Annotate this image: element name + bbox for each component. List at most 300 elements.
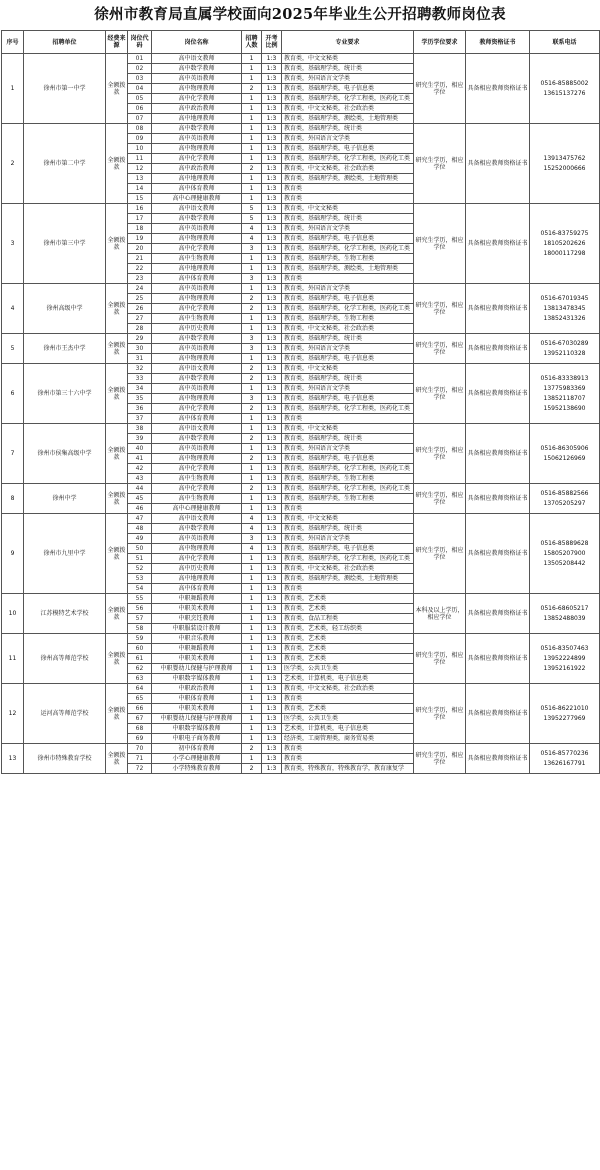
post-code: 15 xyxy=(128,194,152,204)
major-requirement: 教育类，基础理学类，化学工程类，医药化工类 xyxy=(282,94,414,104)
exam-ratio: 1:3 xyxy=(262,714,282,724)
major-requirement: 医学类，公共卫生类 xyxy=(282,664,414,674)
exam-ratio: 1:3 xyxy=(262,94,282,104)
exam-ratio: 1:3 xyxy=(262,524,282,534)
major-requirement: 教育类 xyxy=(282,584,414,594)
major-requirement: 教育类，外国语言文学类 xyxy=(282,384,414,394)
post-name: 高中物理教师 xyxy=(152,354,242,364)
post-code: 50 xyxy=(128,544,152,554)
post-name: 高中数学教师 xyxy=(152,214,242,224)
headcount: 2 xyxy=(242,454,262,464)
post-name: 高中体育教师 xyxy=(152,414,242,424)
exam-ratio: 1:3 xyxy=(262,334,282,344)
major-requirement: 教育类，基础理学类，化学工程类，医药化工类 xyxy=(282,404,414,414)
post-code: 18 xyxy=(128,224,152,234)
post-name: 高中生物教师 xyxy=(152,314,242,324)
major-requirement: 教育类，基础理学类，统计类 xyxy=(282,524,414,534)
exam-ratio: 1:3 xyxy=(262,174,282,184)
major-requirement: 教育类，基础理学类，测绘类，土地管理类 xyxy=(282,574,414,584)
post-code: 09 xyxy=(128,134,152,144)
post-name: 中职婴幼儿保健与护理教师 xyxy=(152,714,242,724)
post-name: 高中生物教师 xyxy=(152,494,242,504)
post-code: 61 xyxy=(128,654,152,664)
education-requirement: 研究生学历，相应学位 xyxy=(414,514,466,594)
post-name: 高中物理教师 xyxy=(152,144,242,154)
school-name: 江苏模特艺术学校 xyxy=(24,594,106,634)
post-name: 高中化学教师 xyxy=(152,404,242,414)
exam-ratio: 1:3 xyxy=(262,654,282,664)
exam-ratio: 1:3 xyxy=(262,184,282,194)
post-name: 中职体育教师 xyxy=(152,694,242,704)
funding-source: 全额拨款 xyxy=(106,514,128,594)
headcount: 4 xyxy=(242,514,262,524)
certificate-requirement: 具备相应教师资格证书 xyxy=(466,124,530,204)
post-code: 11 xyxy=(128,154,152,164)
school-name: 徐州市第三十六中学 xyxy=(24,364,106,424)
headcount: 1 xyxy=(242,654,262,664)
headcount: 1 xyxy=(242,194,262,204)
post-code: 13 xyxy=(128,174,152,184)
post-name: 高中地理教师 xyxy=(152,174,242,184)
exam-ratio: 1:3 xyxy=(262,694,282,704)
headcount: 1 xyxy=(242,574,262,584)
certificate-requirement: 具备相应教师资格证书 xyxy=(466,744,530,774)
education-requirement: 研究生学历，相应学位 xyxy=(414,54,466,124)
exam-ratio: 1:3 xyxy=(262,314,282,324)
school-name: 徐州市侯集高级中学 xyxy=(24,424,106,484)
post-name: 高中英语教师 xyxy=(152,74,242,84)
post-code: 33 xyxy=(128,374,152,384)
table-row xyxy=(2,484,600,494)
exam-ratio: 1:3 xyxy=(262,214,282,224)
row-number: 13 xyxy=(2,744,24,774)
funding-source: 全额拨款 xyxy=(106,124,128,204)
post-code: 39 xyxy=(128,434,152,444)
contact-phone: 0516-85882566 13705205297 xyxy=(530,484,600,514)
post-name: 高中体育教师 xyxy=(152,184,242,194)
headcount: 1 xyxy=(242,134,262,144)
headcount: 1 xyxy=(242,104,262,114)
major-requirement: 教育类，基础理学类，电子信息类 xyxy=(282,354,414,364)
headcount: 1 xyxy=(242,314,262,324)
post-code: 58 xyxy=(128,624,152,634)
major-requirement: 教育类，中文文秘类 xyxy=(282,54,414,64)
major-requirement: 教育类，外国语言文学类 xyxy=(282,284,414,294)
post-code: 48 xyxy=(128,524,152,534)
exam-ratio: 1:3 xyxy=(262,474,282,484)
post-name: 高中物理教师 xyxy=(152,84,242,94)
major-requirement: 教育类，外国语言文学类 xyxy=(282,534,414,544)
exam-ratio: 1:3 xyxy=(262,144,282,154)
funding-source: 全额拨款 xyxy=(106,334,128,364)
school-name: 徐州市第二中学 xyxy=(24,124,106,204)
contact-phone: 0516-83507463 13952224899 13952161922 xyxy=(530,634,600,684)
major-requirement: 教育类 xyxy=(282,694,414,704)
funding-source: 全额拨款 xyxy=(106,424,128,484)
major-requirement: 教育类，中文文秘类，社会政治类 xyxy=(282,164,414,174)
exam-ratio: 1:3 xyxy=(262,404,282,414)
school-name: 徐州高等师范学校 xyxy=(24,634,106,684)
post-name: 高中语文教师 xyxy=(152,364,242,374)
table-row xyxy=(2,124,600,134)
headcount: 1 xyxy=(242,754,262,764)
table-row xyxy=(2,684,600,694)
headcount: 2 xyxy=(242,744,262,754)
contact-phone: 13913475762 15252000666 xyxy=(530,124,600,204)
exam-ratio: 1:3 xyxy=(262,614,282,624)
headcount: 3 xyxy=(242,274,262,284)
major-requirement: 教育类，艺术类 xyxy=(282,654,414,664)
table-row xyxy=(2,204,600,214)
major-requirement: 教育类，艺术类 xyxy=(282,594,414,604)
headcount: 1 xyxy=(242,354,262,364)
major-requirement: 教育类，基础理学类，电子信息类 xyxy=(282,394,414,404)
headcount: 1 xyxy=(242,254,262,264)
post-code: 19 xyxy=(128,234,152,244)
headcount: 2 xyxy=(242,364,262,374)
post-name: 高中物理教师 xyxy=(152,234,242,244)
major-requirement: 教育类 xyxy=(282,194,414,204)
contact-phone: 0516-67030289 13952110328 xyxy=(530,334,600,364)
table-row xyxy=(2,514,600,524)
post-name: 高中数学教师 xyxy=(152,334,242,344)
certificate-requirement: 具备相应教师资格证书 xyxy=(466,484,530,514)
exam-ratio: 1:3 xyxy=(262,744,282,754)
post-name: 中职美术教师 xyxy=(152,704,242,714)
exam-ratio: 1:3 xyxy=(262,494,282,504)
headcount: 2 xyxy=(242,764,262,774)
post-name: 高中数学教师 xyxy=(152,64,242,74)
headcount: 1 xyxy=(242,554,262,564)
headcount: 2 xyxy=(242,374,262,384)
headcount: 3 xyxy=(242,344,262,354)
exam-ratio: 1:3 xyxy=(262,454,282,464)
post-code: 32 xyxy=(128,364,152,374)
headcount: 1 xyxy=(242,634,262,644)
headcount: 1 xyxy=(242,414,262,424)
post-code: 01 xyxy=(128,54,152,64)
major-requirement: 艺术类，计算机类，电子信息类 xyxy=(282,674,414,684)
row-number: 12 xyxy=(2,684,24,744)
major-requirement: 教育类，基础理学类，统计类 xyxy=(282,64,414,74)
page-title: 徐州市教育局直属学校面向2025年毕业生公开招聘教师岗位表 xyxy=(94,6,506,23)
major-requirement: 教育类，基础理学类，生物工程类 xyxy=(282,254,414,264)
row-number: 5 xyxy=(2,334,24,364)
post-name: 高中政治教师 xyxy=(152,164,242,174)
funding-source: 全额拨款 xyxy=(106,684,128,744)
exam-ratio: 1:3 xyxy=(262,134,282,144)
table-row xyxy=(2,364,600,374)
headcount: 2 xyxy=(242,164,262,174)
headcount: 2 xyxy=(242,294,262,304)
post-name: 高中语文教师 xyxy=(152,54,242,64)
header-cell: 经费来源 xyxy=(106,31,128,54)
post-code: 55 xyxy=(128,594,152,604)
major-requirement: 教育类，食品工程类 xyxy=(282,614,414,624)
headcount: 1 xyxy=(242,444,262,454)
post-code: 31 xyxy=(128,354,152,364)
post-name: 高中数学教师 xyxy=(152,124,242,134)
row-number: 3 xyxy=(2,204,24,284)
major-requirement: 教育类，基础理学类，电子信息类 xyxy=(282,544,414,554)
headcount: 1 xyxy=(242,494,262,504)
row-number: 2 xyxy=(2,124,24,204)
headcount: 1 xyxy=(242,684,262,694)
headcount: 2 xyxy=(242,84,262,94)
table-row xyxy=(2,594,600,604)
major-requirement: 教育类 xyxy=(282,754,414,764)
headcount: 3 xyxy=(242,334,262,344)
major-requirement: 教育类，基础理学类，统计类 xyxy=(282,214,414,224)
funding-source: 全额拨款 xyxy=(106,594,128,634)
headcount: 1 xyxy=(242,64,262,74)
post-name: 高中体育教师 xyxy=(152,584,242,594)
major-requirement: 教育类，基础理学类，生物工程类 xyxy=(282,494,414,504)
headcount: 1 xyxy=(242,424,262,434)
education-requirement: 研究生学历，相应学位 xyxy=(414,684,466,744)
education-requirement: 研究生学历，相应学位 xyxy=(414,284,466,334)
headcount: 1 xyxy=(242,54,262,64)
certificate-requirement: 具备相应教师资格证书 xyxy=(466,284,530,334)
post-name: 高中化学教师 xyxy=(152,244,242,254)
recruitment-table xyxy=(1,30,600,774)
post-code: 34 xyxy=(128,384,152,394)
post-name: 高中心理健康教师 xyxy=(152,194,242,204)
exam-ratio: 1:3 xyxy=(262,434,282,444)
row-number: 10 xyxy=(2,594,24,634)
post-code: 20 xyxy=(128,244,152,254)
headcount: 2 xyxy=(242,404,262,414)
table-row xyxy=(2,634,600,644)
headcount: 1 xyxy=(242,594,262,604)
post-code: 54 xyxy=(128,584,152,594)
education-requirement: 研究生学历，相应学位 xyxy=(414,204,466,284)
header-cell: 招聘单位 xyxy=(24,31,106,54)
post-code: 17 xyxy=(128,214,152,224)
post-code: 69 xyxy=(128,734,152,744)
header-cell: 招聘人数 xyxy=(242,31,262,54)
exam-ratio: 1:3 xyxy=(262,164,282,174)
post-name: 高中生物教师 xyxy=(152,254,242,264)
post-name: 高中化学教师 xyxy=(152,154,242,164)
major-requirement: 教育类，中文文秘类，社会政治类 xyxy=(282,564,414,574)
headcount: 2 xyxy=(242,434,262,444)
major-requirement: 教育类 xyxy=(282,184,414,194)
exam-ratio: 1:3 xyxy=(262,194,282,204)
post-code: 06 xyxy=(128,104,152,114)
exam-ratio: 1:3 xyxy=(262,124,282,134)
exam-ratio: 1:3 xyxy=(262,234,282,244)
exam-ratio: 1:3 xyxy=(262,104,282,114)
post-name: 中职舞蹈教师 xyxy=(152,644,242,654)
post-code: 43 xyxy=(128,474,152,484)
exam-ratio: 1:3 xyxy=(262,564,282,574)
major-requirement: 教育类，中文文秘类，社会政治类 xyxy=(282,104,414,114)
exam-ratio: 1:3 xyxy=(262,74,282,84)
exam-ratio: 1:3 xyxy=(262,534,282,544)
post-name: 高中地理教师 xyxy=(152,574,242,584)
exam-ratio: 1:3 xyxy=(262,644,282,654)
post-name: 中职婴幼儿保健与护理教师 xyxy=(152,664,242,674)
exam-ratio: 1:3 xyxy=(262,574,282,584)
exam-ratio: 1:3 xyxy=(262,414,282,424)
certificate-requirement: 具备相应教师资格证书 xyxy=(466,594,530,634)
post-name: 高中语文教师 xyxy=(152,424,242,434)
major-requirement: 教育类，基础理学类，电子信息类 xyxy=(282,234,414,244)
post-code: 47 xyxy=(128,514,152,524)
row-number: 8 xyxy=(2,484,24,514)
headcount: 1 xyxy=(242,624,262,634)
certificate-requirement: 具备相应教师资格证书 xyxy=(466,334,530,364)
post-name: 中职数字媒体教师 xyxy=(152,724,242,734)
post-name: 小学心理健康教师 xyxy=(152,754,242,764)
major-requirement: 艺术类，计算机类，电子信息类 xyxy=(282,724,414,734)
headcount: 3 xyxy=(242,244,262,254)
major-requirement: 教育类，艺术类 xyxy=(282,604,414,614)
post-name: 高中物理教师 xyxy=(152,544,242,554)
exam-ratio: 1:3 xyxy=(262,394,282,404)
headcount: 1 xyxy=(242,74,262,84)
post-name: 高中物理教师 xyxy=(152,294,242,304)
headcount: 1 xyxy=(242,614,262,624)
post-name: 中职美术教师 xyxy=(152,604,242,614)
headcount: 1 xyxy=(242,184,262,194)
headcount: 1 xyxy=(242,384,262,394)
funding-source: 全额拨款 xyxy=(106,204,128,284)
post-name: 高中数学教师 xyxy=(152,434,242,444)
exam-ratio: 1:3 xyxy=(262,704,282,714)
post-code: 70 xyxy=(128,744,152,754)
post-name: 中职服装设计教师 xyxy=(152,624,242,634)
certificate-requirement: 具备相应教师资格证书 xyxy=(466,364,530,424)
certificate-requirement: 具备相应教师资格证书 xyxy=(466,514,530,594)
exam-ratio: 1:3 xyxy=(262,254,282,264)
exam-ratio: 1:3 xyxy=(262,374,282,384)
headcount: 1 xyxy=(242,674,262,684)
exam-ratio: 1:3 xyxy=(262,204,282,214)
contact-phone: 0516-86305906 15062126969 xyxy=(530,424,600,484)
education-requirement: 研究生学历，相应学位 xyxy=(414,364,466,424)
contact-phone: 0516-83759275 18105202626 18000117298 xyxy=(530,204,600,284)
post-name: 高中物理教师 xyxy=(152,454,242,464)
exam-ratio: 1:3 xyxy=(262,734,282,744)
post-code: 63 xyxy=(128,674,152,684)
post-code: 67 xyxy=(128,714,152,724)
post-name: 中职电子商务教师 xyxy=(152,734,242,744)
major-requirement: 经济类，工商管理类，商务贸易类 xyxy=(282,734,414,744)
exam-ratio: 1:3 xyxy=(262,484,282,494)
certificate-requirement: 具备相应教师资格证书 xyxy=(466,424,530,484)
row-number: 4 xyxy=(2,284,24,334)
headcount: 1 xyxy=(242,664,262,674)
school-name: 运河高等师范学校 xyxy=(24,684,106,744)
post-code: 64 xyxy=(128,684,152,694)
headcount: 1 xyxy=(242,264,262,274)
post-code: 14 xyxy=(128,184,152,194)
major-requirement: 教育类，中文文秘类，社会政治类 xyxy=(282,324,414,334)
major-requirement: 教育类，艺术类 xyxy=(282,704,414,714)
headcount: 1 xyxy=(242,714,262,724)
header-cell: 岗位名称 xyxy=(152,31,242,54)
post-code: 42 xyxy=(128,464,152,474)
funding-source: 全额拨款 xyxy=(106,54,128,124)
post-code: 28 xyxy=(128,324,152,334)
post-name: 高中化学教师 xyxy=(152,484,242,494)
post-name: 中职美术教师 xyxy=(152,654,242,664)
exam-ratio: 1:3 xyxy=(262,444,282,454)
post-code: 30 xyxy=(128,344,152,354)
headcount: 2 xyxy=(242,484,262,494)
exam-ratio: 1:3 xyxy=(262,284,282,294)
major-requirement: 教育类，特殊教育，特殊教育学，教育康复学 xyxy=(282,764,414,774)
exam-ratio: 1:3 xyxy=(262,294,282,304)
post-code: 60 xyxy=(128,644,152,654)
post-name: 高中语文教师 xyxy=(152,204,242,214)
education-requirement: 研究生学历，相应学位 xyxy=(414,334,466,364)
post-name: 初中体育教师 xyxy=(152,744,242,754)
exam-ratio: 1:3 xyxy=(262,344,282,354)
headcount: 2 xyxy=(242,304,262,314)
post-code: 16 xyxy=(128,204,152,214)
major-requirement: 医学类，公共卫生类 xyxy=(282,714,414,724)
post-name: 高中英语教师 xyxy=(152,134,242,144)
table-row xyxy=(2,54,600,64)
certificate-requirement: 具备相应教师资格证书 xyxy=(466,684,530,744)
headcount: 1 xyxy=(242,704,262,714)
headcount: 5 xyxy=(242,214,262,224)
post-code: 44 xyxy=(128,484,152,494)
exam-ratio: 1:3 xyxy=(262,154,282,164)
education-requirement: 研究生学历，相应学位 xyxy=(414,744,466,774)
post-code: 38 xyxy=(128,424,152,434)
major-requirement: 教育类，基础理学类，统计类 xyxy=(282,124,414,134)
post-code: 03 xyxy=(128,74,152,84)
post-name: 高中生物教师 xyxy=(152,474,242,484)
post-name: 高中英语教师 xyxy=(152,384,242,394)
education-requirement: 研究生学历，相应学位 xyxy=(414,634,466,684)
post-code: 65 xyxy=(128,694,152,704)
exam-ratio: 1:3 xyxy=(262,624,282,634)
exam-ratio: 1:3 xyxy=(262,634,282,644)
major-requirement: 教育类，基础理学类，电子信息类 xyxy=(282,294,414,304)
post-code: 41 xyxy=(128,454,152,464)
table-row xyxy=(2,424,600,434)
education-requirement: 研究生学历，相应学位 xyxy=(414,484,466,514)
post-name: 高中心理健康教师 xyxy=(152,504,242,514)
exam-ratio: 1:3 xyxy=(262,664,282,674)
exam-ratio: 1:3 xyxy=(262,244,282,254)
post-name: 高中地理教师 xyxy=(152,114,242,124)
post-code: 59 xyxy=(128,634,152,644)
post-name: 高中地理教师 xyxy=(152,264,242,274)
major-requirement: 教育类 xyxy=(282,504,414,514)
post-code: 27 xyxy=(128,314,152,324)
headcount: 3 xyxy=(242,394,262,404)
headcount: 1 xyxy=(242,604,262,614)
post-code: 04 xyxy=(128,84,152,94)
table-row xyxy=(2,744,600,754)
post-code: 12 xyxy=(128,164,152,174)
contact-phone: 0516-86221010 13952277969 xyxy=(530,684,600,744)
major-requirement: 教育类，基础理学类，电子信息类 xyxy=(282,144,414,154)
post-code: 10 xyxy=(128,144,152,154)
headcount: 5 xyxy=(242,204,262,214)
headcount: 1 xyxy=(242,144,262,154)
post-name: 中职舞蹈教师 xyxy=(152,594,242,604)
major-requirement: 教育类，基础理学类，化学工程类，医药化工类 xyxy=(282,304,414,314)
education-requirement: 研究生学历，相应学位 xyxy=(414,424,466,484)
post-name: 高中化学教师 xyxy=(152,94,242,104)
